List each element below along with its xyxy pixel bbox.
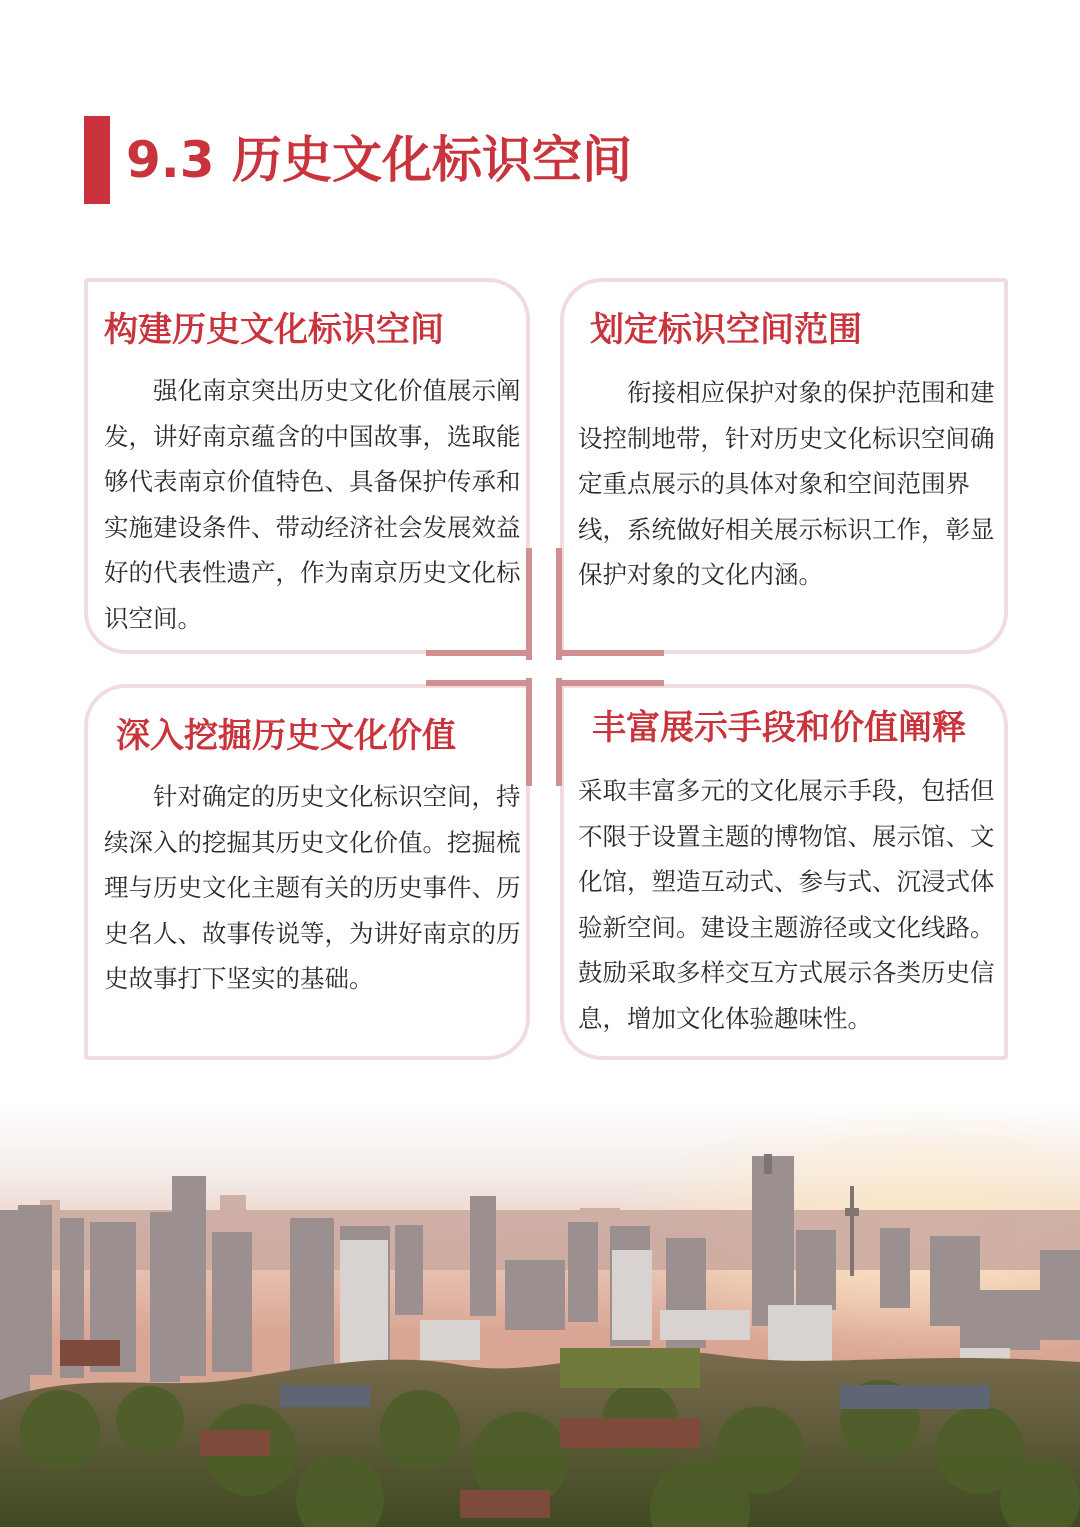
card-define-space-range	[560, 278, 1008, 654]
page-title: 9.3 历史文化标识空间	[126, 131, 632, 189]
card-title: 深入挖掘历史文化价值	[116, 716, 456, 756]
cross-divider	[526, 678, 532, 786]
cross-divider	[426, 680, 532, 686]
title-accent-bar	[84, 116, 110, 204]
card-body: 采取丰富多元的文化展示手段，包括但不限于设置主题的博物馆、展示馆、文化馆，塑造互动式、参与式、沉浸式体验新空间。建设主题游径或文化线路。鼓励采取多样交互方式展示各类历史信息，增加文化体验趣味性。	[578, 776, 995, 1033]
cross-divider	[556, 650, 664, 656]
card-title: 划定标识空间范围	[590, 310, 862, 350]
cross-divider	[556, 548, 562, 660]
city-skyline-photo	[0, 1100, 1080, 1527]
card-body: 衔接相应保护对象的保护范围和建设控制地带，针对历史文化标识空间确定重点展示的具体对象和空间范围界线，系统做好相关展示标识工作，彰显保护对象的文化内涵。	[578, 378, 995, 589]
card-title: 构建历史文化标识空间	[104, 310, 444, 350]
cross-divider	[556, 678, 562, 786]
card-title: 丰富展示手段和价值阐释	[592, 708, 966, 748]
cross-divider	[426, 650, 532, 656]
card-explore-cultural-value	[84, 684, 530, 1060]
cross-divider	[526, 548, 532, 660]
card-enrich-display-means	[560, 684, 1008, 1060]
card-body: 针对确定的历史文化标识空间，持续深入的挖掘其历史文化价值。挖掘梳理与历史文化主题有关的历史事件、历史名人、故事传说等，为讲好南京的历史故事打下坚实的基础。	[104, 782, 521, 993]
card-body: 强化南京突出历史文化价值展示阐发，讲好南京蕴含的中国故事，选取能够代表南京价值特色、具备保护传承和实施建设条件、带动经济社会发展效益好的代表性遗产，作为南京历史文化标识空间。	[104, 376, 521, 633]
cross-divider	[556, 680, 664, 686]
card-build-identity-space	[84, 278, 530, 654]
